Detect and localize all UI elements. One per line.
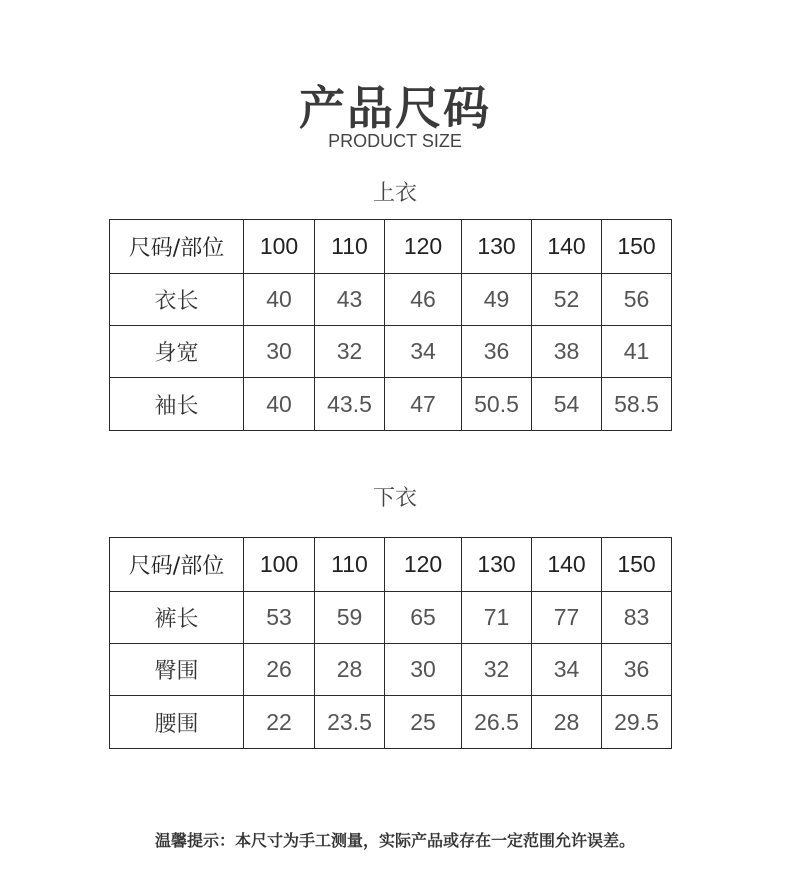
table-cell: 59 — [315, 592, 385, 644]
table-cell: 38 — [532, 326, 602, 378]
table-cell: 36 — [462, 326, 532, 378]
table-cell: 47 — [385, 378, 462, 431]
table-row — [110, 378, 672, 431]
table-cell: 34 — [385, 326, 462, 378]
table-header-cell: 尺码/部位 — [110, 220, 244, 274]
table-cell: 46 — [385, 274, 462, 326]
table-cell: 26.5 — [462, 696, 532, 749]
table-cell: 54 — [532, 378, 602, 431]
table-cell: 40 — [244, 274, 315, 326]
table-cell: 29.5 — [602, 696, 672, 749]
table-header-cell: 130 — [462, 220, 532, 274]
table-cell: 23.5 — [315, 696, 385, 749]
table-cell: 50.5 — [462, 378, 532, 431]
table-cell: 28 — [532, 696, 602, 749]
table-header-cell: 120 — [385, 220, 462, 274]
table-row-label: 袖长 — [110, 378, 244, 431]
table-cell: 32 — [315, 326, 385, 378]
table-header-cell: 140 — [532, 538, 602, 592]
table-cell: 56 — [602, 274, 672, 326]
table-cell: 40 — [244, 378, 315, 431]
table-header-cell: 110 — [315, 538, 385, 592]
table-cell: 65 — [385, 592, 462, 644]
table-cell: 77 — [532, 592, 602, 644]
table-header-cell: 150 — [602, 538, 672, 592]
table-cell: 52 — [532, 274, 602, 326]
table-cell: 43.5 — [315, 378, 385, 431]
table-cell: 30 — [385, 644, 462, 696]
table-header-cell: 140 — [532, 220, 602, 274]
table-header-cell: 120 — [385, 538, 462, 592]
table-cell: 41 — [602, 326, 672, 378]
table-header-cell: 110 — [315, 220, 385, 274]
measurement-note: 温馨提示：本尺寸为手工测量，实际产品或存在一定范围允许误差。 — [154, 831, 635, 850]
table-row — [110, 326, 672, 378]
table-header-cell: 130 — [462, 538, 532, 592]
table-header-row — [110, 538, 672, 592]
bottoms-size-table — [109, 537, 672, 749]
table-header-row — [110, 220, 672, 274]
table-header-cell: 100 — [244, 538, 315, 592]
table-cell: 58.5 — [602, 378, 672, 431]
page-subtitle: PRODUCT SIZE — [328, 131, 462, 151]
table-cell: 28 — [315, 644, 385, 696]
table-cell: 83 — [602, 592, 672, 644]
table-cell: 30 — [244, 326, 315, 378]
table-cell: 71 — [462, 592, 532, 644]
tops-size-table — [109, 219, 672, 431]
table-cell: 53 — [244, 592, 315, 644]
table-cell: 22 — [244, 696, 315, 749]
table-row-label: 腰围 — [110, 696, 244, 749]
table-cell: 34 — [532, 644, 602, 696]
page-title: 产品尺码 — [299, 81, 491, 135]
tops-section-label: 上衣 — [372, 181, 417, 206]
table-row — [110, 592, 672, 644]
table-cell: 25 — [385, 696, 462, 749]
table-row-label: 臀围 — [110, 644, 244, 696]
table-row — [110, 274, 672, 326]
table-header-cell: 150 — [602, 220, 672, 274]
table-row — [110, 696, 672, 749]
table-header-cell: 尺码/部位 — [110, 538, 244, 592]
table-cell: 36 — [602, 644, 672, 696]
table-cell: 43 — [315, 274, 385, 326]
table-row — [110, 644, 672, 696]
table-cell: 49 — [462, 274, 532, 326]
table-row-label: 裤长 — [110, 592, 244, 644]
table-row-label: 衣长 — [110, 274, 244, 326]
table-cell: 26 — [244, 644, 315, 696]
table-cell: 32 — [462, 644, 532, 696]
bottoms-section-label: 下衣 — [372, 486, 417, 511]
table-header-cell: 100 — [244, 220, 315, 274]
table-row-label: 身宽 — [110, 326, 244, 378]
